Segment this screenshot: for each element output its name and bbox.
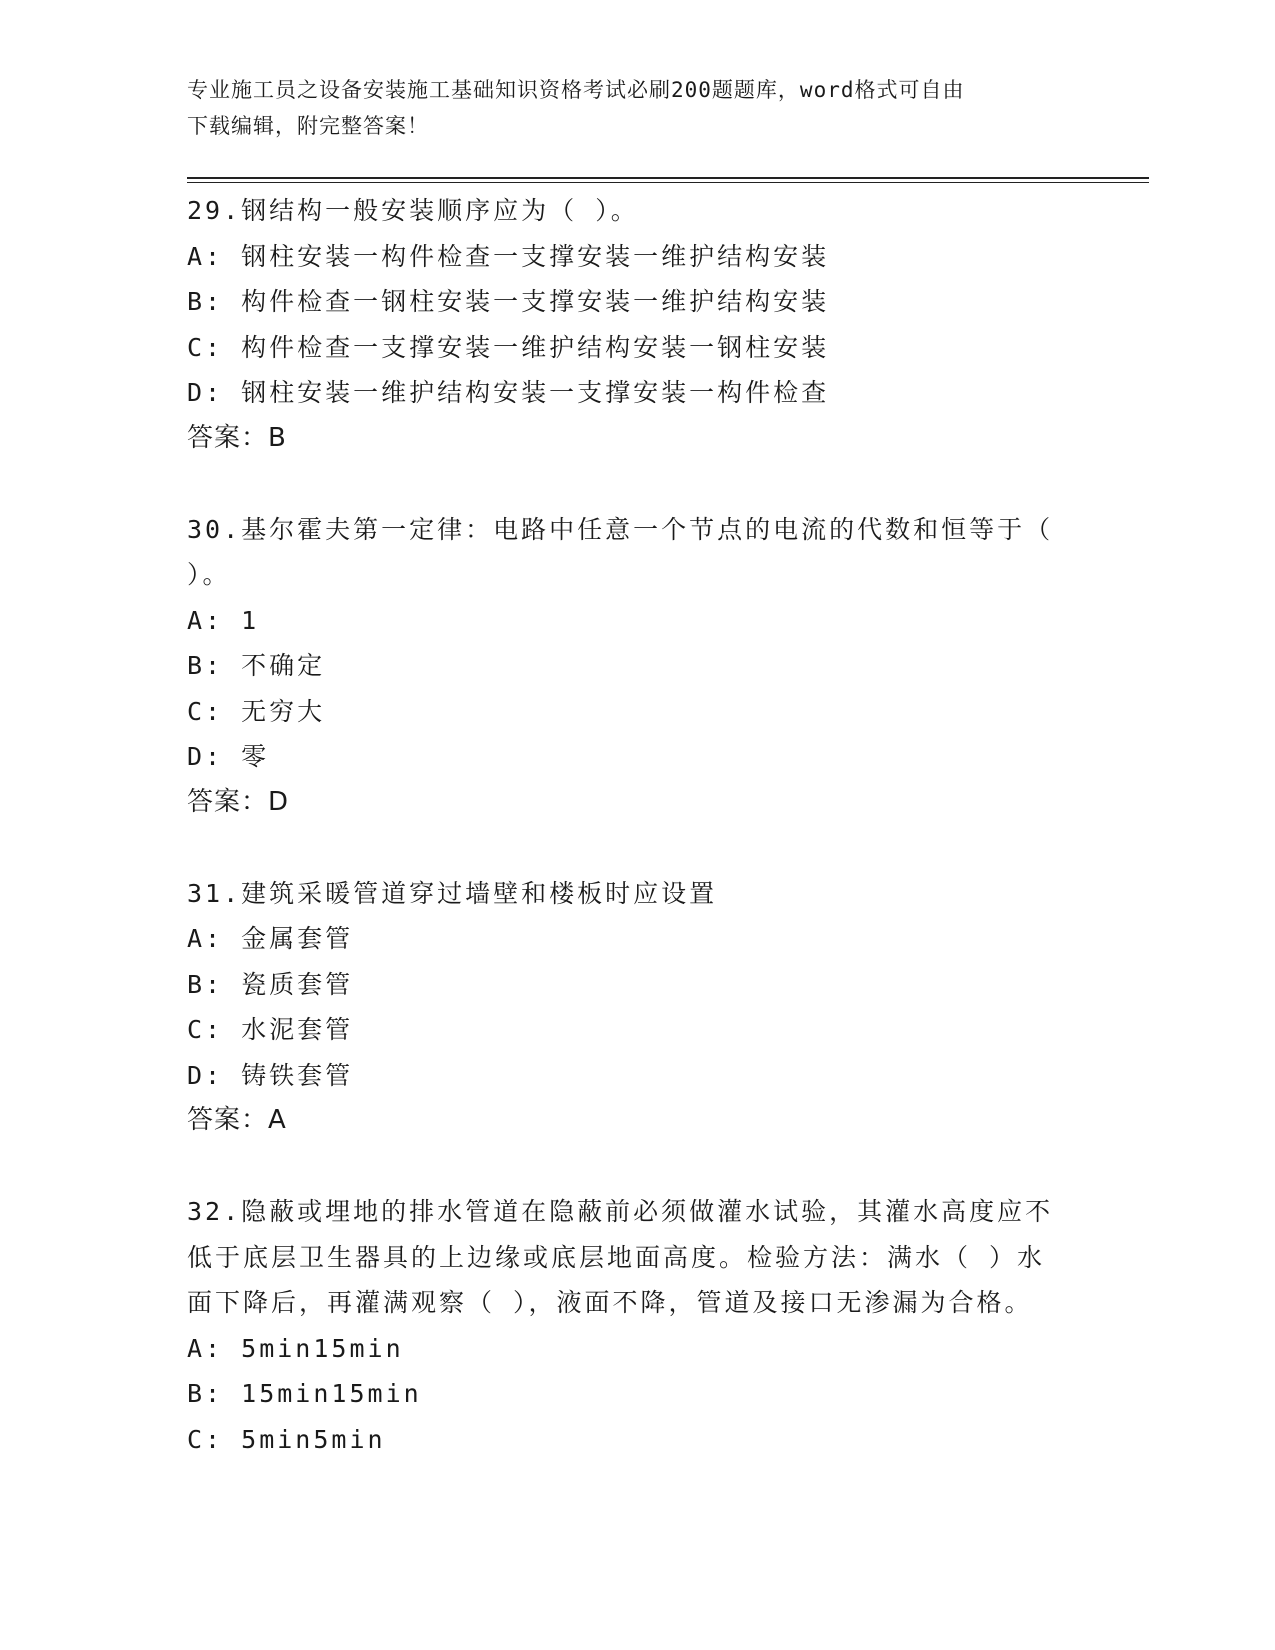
question-31 <box>187 871 1087 1144</box>
answer-label: 答案：D <box>187 786 290 817</box>
question-stem-continued: 面下降后，再灌满观察（ ），液面不降，管道及接口无渗漏为合格。 <box>187 1288 1033 1317</box>
option-c: C: 水泥套管 <box>187 1015 354 1044</box>
option-a: A: 钢柱安装一构件检查一支撑安装一维护结构安装 <box>187 241 830 271</box>
option-b: B: 不确定 <box>187 651 326 680</box>
option-c: C: 构件检查一支撑安装一维护结构安装一钢柱安装 <box>187 332 830 362</box>
option-b: B: 构件检查一钢柱安装一支撑安装一维护结构安装 <box>187 287 830 316</box>
question-spacer <box>187 825 1087 871</box>
option-a: A: 金属套管 <box>187 924 354 953</box>
header-line-1: 专业施工员之设备安装施工基础知识资格考试必刷200题题库，word格式可自由 <box>187 78 965 102</box>
question-spacer <box>187 461 1087 507</box>
option-b: B: 瓷质套管 <box>187 969 354 999</box>
option-d: D: 铸铁套管 <box>187 1060 354 1090</box>
answer-label: 答案：A <box>187 1105 287 1135</box>
question-stem: 32.隐蔽或埋地的排水管道在隐蔽前必须做灌水试验，其灌水高度应不 <box>187 1197 1054 1226</box>
option-d: D: 零 <box>187 742 270 771</box>
option-c: C: 5min5min <box>187 1424 386 1454</box>
document-header <box>187 72 1067 144</box>
option-c: C: 无穷大 <box>187 696 326 726</box>
question-stem: 31.建筑采暖管道穿过墙壁和楼板时应设置 <box>187 878 718 908</box>
question-stem: 29.钢结构一般安装顺序应为（ ）。 <box>187 196 639 225</box>
question-list <box>187 188 1087 1462</box>
question-29 <box>187 188 1087 461</box>
question-stem-continued: 低于底层卫生器具的上边缘或底层地面高度。检验方法：满水（ ）水 <box>187 1242 1046 1272</box>
option-b: B: 15min15min <box>187 1379 422 1408</box>
header-divider-thin <box>187 182 1149 183</box>
question-spacer <box>187 1144 1087 1190</box>
question-stem: 30.基尔霍夫第一定律：电路中任意一个节点的电流的代数和恒等于（ <box>187 514 1054 544</box>
header-line-2: 下载编辑，附完整答案！ <box>187 114 429 138</box>
answer-label: 答案：B <box>187 422 287 453</box>
question-stem-continued: ）。 <box>187 560 231 589</box>
question-32 <box>187 1189 1087 1462</box>
option-a: A: 5min15min <box>187 1333 404 1363</box>
option-d: D: 钢柱安装一维护结构安装一支撑安装一构件检查 <box>187 378 830 407</box>
option-a: A: 1 <box>187 605 260 635</box>
question-30 <box>187 507 1087 826</box>
header-divider-thick <box>187 177 1149 179</box>
